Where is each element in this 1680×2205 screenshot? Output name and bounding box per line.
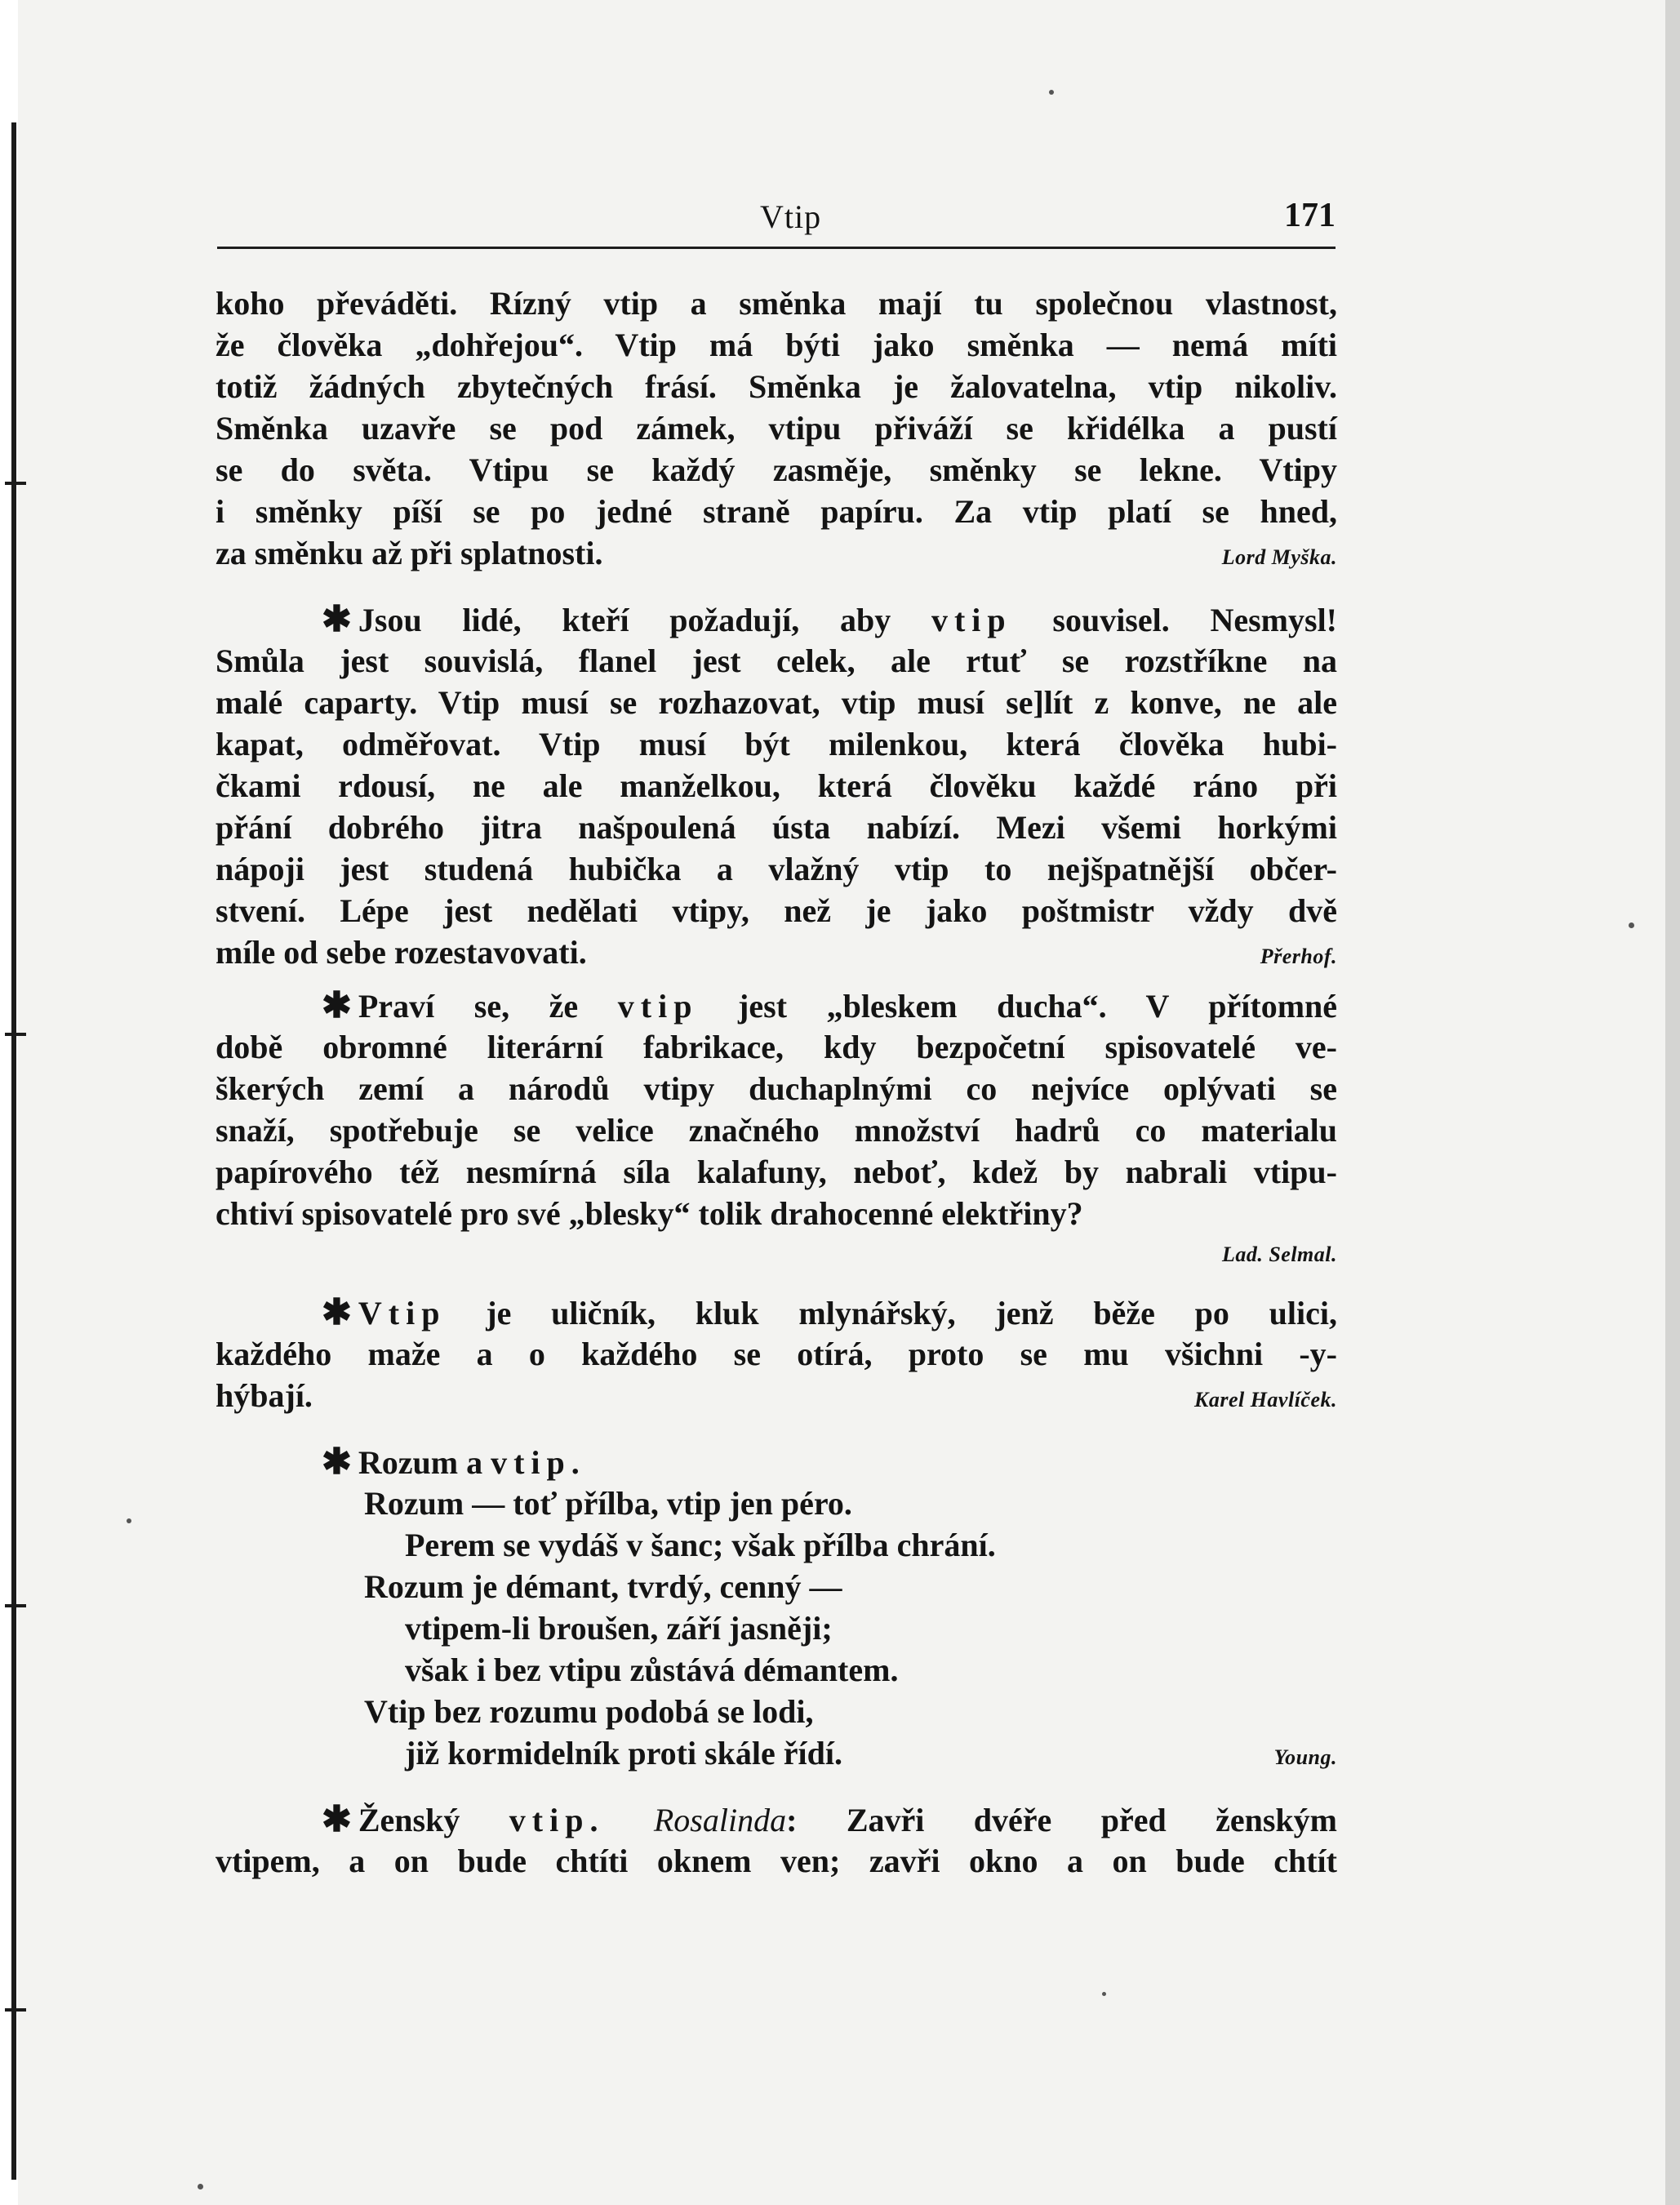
paragraph-selmal <box>216 985 1337 1267</box>
text-line-first: ✱ Ženský vtip. Rosalinda: Zavři dvéře před ženským <box>322 1799 1337 1839</box>
attribution: Přerhof. <box>1260 945 1337 968</box>
text-line: snaží, spotřebuje se velice značného množství hadrů co materialu <box>216 1112 1337 1149</box>
attribution: Karel Havlíček. <box>1193 1388 1337 1411</box>
paragraph-zensky-vtip <box>216 1798 1337 1882</box>
poem-line: již kormidelník proti skále řídí. <box>405 1735 842 1772</box>
text-line: Smůla jest souvislá, flanel jest celek, ale rtuť se rozstříkne na <box>216 642 1337 679</box>
poem-title: ✱ Rozum a vtip. <box>322 1442 586 1482</box>
text-line: koho převáděti. Rízný vtip a směnka mají tu společnou vlastnost, <box>216 285 1337 322</box>
text-line-first: ✱ Praví se, že vtip jest „bleskem ducha“. V přítomné <box>322 985 1338 1025</box>
asterisk-icon: ✱ <box>322 1442 352 1482</box>
page-body <box>216 282 1337 1882</box>
text-line-signed <box>216 1375 1337 1416</box>
text-line-signed <box>216 931 1337 973</box>
text-line: stvení. Lépe jest nedělati vtipy, než je jako poštmistr vždy dvě <box>216 892 1337 929</box>
text-line: malé caparty. Vtip musí se rozhazovat, vtip musí se]lít z konve, ne ale <box>216 684 1337 721</box>
page-spine-edge <box>0 0 18 2205</box>
spine-line <box>11 122 16 2180</box>
text-line: nápoji jest studená hubička a vlažný vtip to nejšpatnější občer- <box>216 851 1337 887</box>
running-header <box>217 196 1336 245</box>
text-line: totiž žádných zbytečných frásí. Směnka je žalovatelna, vtip nikoliv. <box>216 368 1337 405</box>
paper-speck <box>1049 90 1054 95</box>
page-number: 171 <box>1284 197 1336 234</box>
text-line: vtipem, a on bude chtíti oknem ven; zavři okno a on bude chtít <box>216 1843 1337 1879</box>
paper-speck <box>198 2184 203 2189</box>
text-line: se do světa. Vtipu se každý zasměje, směnky se lekne. Vtipy <box>216 451 1337 488</box>
emphasis-word: vtip <box>617 988 699 1025</box>
text-line: každého maže a o každého se otírá, proto se mu všichni -y- <box>216 1336 1337 1372</box>
text-line: že člověka „dohřejou“. Vtip má býti jako směnka — nemá míti <box>216 327 1337 363</box>
emphasis-word: Vtip <box>358 1295 447 1331</box>
text-line: škerých zemí a národů vtipy duchaplnými co nejvíce oplývati se <box>216 1070 1337 1107</box>
poem-line: Perem se vydáš v šanc; však přílba chrání. <box>405 1527 996 1563</box>
paper-speck <box>1102 1992 1106 1996</box>
text-line-first: ✱ Vtip je uličník, kluk mlynářský, jenž běže po ulici, <box>322 1292 1337 1332</box>
text-line-first: ✱ Jsou lidé, kteří požadují, aby vtip souvisel. Nesmysl! <box>322 599 1337 639</box>
paper-speck <box>1629 922 1634 928</box>
text-line: Směnka uzavře se pod zámek, vtipu přiváží se křidélka a pustí <box>216 410 1337 447</box>
poem-rozum-a-vtip <box>216 1441 1337 1774</box>
paragraph-prerhof <box>216 598 1337 973</box>
text-line: chtiví spisovatelé pro své „blesky“ tolik drahocenné elektřiny? <box>216 1195 1083 1232</box>
text-line-signed <box>216 532 1337 574</box>
emphasis-word: vtip <box>931 602 1012 638</box>
emphasis-word: vtip. <box>509 1802 605 1838</box>
text-line: za směnku až při splatnosti. <box>216 535 603 571</box>
poem-line: však i bez vtipu zůstává démantem. <box>405 1652 899 1688</box>
text-line: kapat, odměřovat. Vtip musí být milenkou, která člověka hubi- <box>216 726 1337 762</box>
poem-line: Rozum — toť přílba, vtip jen péro. <box>364 1485 852 1522</box>
text-line: hýbají. <box>216 1377 313 1414</box>
emphasis-word: vtip. <box>491 1444 586 1481</box>
text-line: době obromné literární fabrikace, kdy bezpočetní spisovatelé ve- <box>216 1029 1337 1065</box>
attribution: Young. <box>1273 1745 1337 1769</box>
attribution-line <box>216 1234 1337 1267</box>
poem-line-signed <box>216 1732 1337 1774</box>
paper-speck <box>127 1518 131 1523</box>
attribution: Lord Myška. <box>1221 545 1337 569</box>
text-line: čkami rdousí, ne ale manželkou, která člověku každé ráno při <box>216 767 1337 804</box>
asterisk-icon: ✱ <box>322 1292 352 1332</box>
poem-line: Vtip bez rozumu podobá se lodi, <box>364 1693 814 1730</box>
asterisk-icon: ✱ <box>322 1799 352 1839</box>
speaker-name: Rosalinda <box>653 1802 787 1838</box>
attribution: Lad. Selmal. <box>1221 1243 1337 1266</box>
text-line: míle od sebe rozestavovati. <box>216 934 587 971</box>
poem-line: vtipem-li broušen, září jasněji; <box>405 1610 833 1647</box>
asterisk-icon: ✱ <box>322 985 352 1025</box>
spine-tick <box>5 1604 26 1607</box>
spine-tick <box>5 2008 26 2012</box>
spine-tick <box>5 1033 26 1036</box>
text-line: přání dobrého jitra našpoulená ústa nabízí. Mezi všemi horkými <box>216 809 1337 846</box>
asterisk-icon: ✱ <box>322 599 352 639</box>
paragraph-havlicek <box>216 1291 1337 1416</box>
text-line: papírového též nesmírná síla kalafuny, neboť, kdež by nabrali vtipu- <box>216 1154 1337 1190</box>
text-line: i směnky píší se po jedné straně papíru. Za vtip platí se hned, <box>216 493 1337 530</box>
spine-tick <box>5 482 26 485</box>
paragraph-lord-myska <box>216 282 1337 574</box>
poem-line: Rozum je démant, tvrdý, cenný — <box>364 1568 842 1605</box>
header-rule <box>217 247 1336 249</box>
running-title: Vtip <box>760 198 822 235</box>
